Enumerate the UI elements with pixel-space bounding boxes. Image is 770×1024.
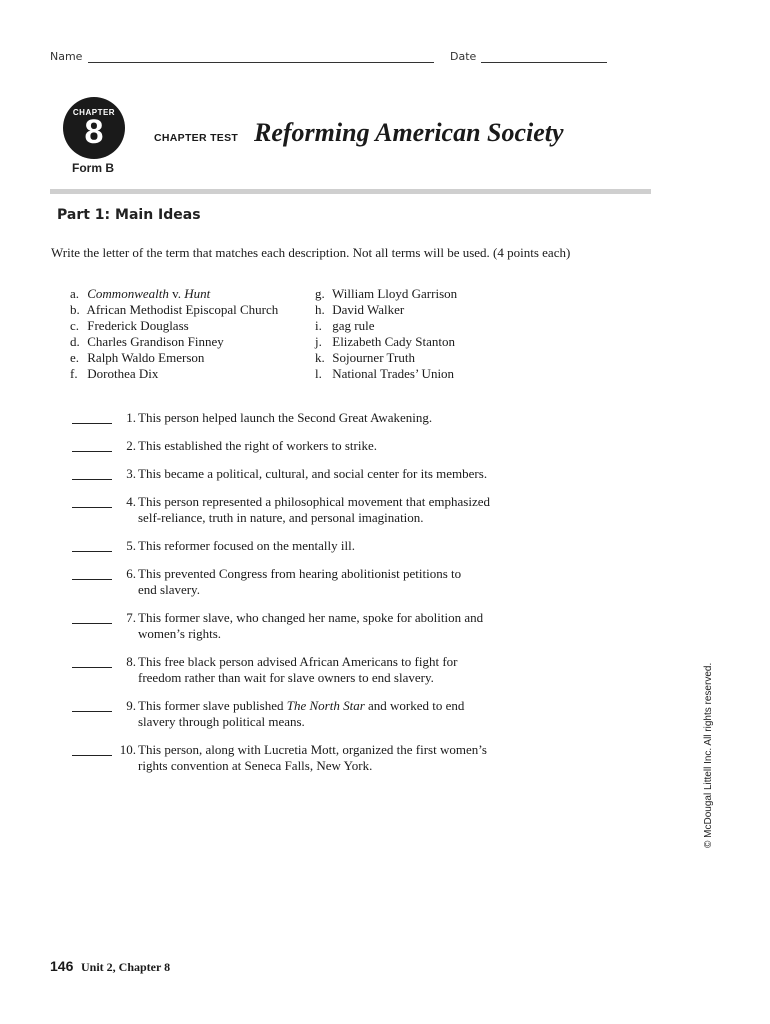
- answer-blank[interactable]: [72, 623, 112, 624]
- term-text: Ralph Waldo Emerson: [87, 350, 205, 365]
- answer-blank[interactable]: [72, 479, 112, 480]
- term-item: j. Elizabeth Cady Stanton: [315, 334, 456, 349]
- question-text: This became a political, cultural, and social center for its members.: [138, 466, 488, 481]
- question-text-continued: rights convention at Seneca Falls, New York.: [138, 758, 373, 773]
- term-text: Frederick Douglass: [87, 318, 189, 333]
- term-text: Dorothea Dix: [87, 366, 159, 381]
- term-item: l. National Trades’ Union: [315, 366, 455, 381]
- question-text: This free black person advised African Americans to fight for: [138, 654, 458, 669]
- term-text: David Walker: [332, 302, 405, 317]
- term-text: Commonwealth v. Hunt: [87, 286, 211, 301]
- question-text-continued: women’s rights.: [138, 626, 222, 641]
- chapter-test-label: CHAPTER TEST: [154, 132, 239, 144]
- answer-blank[interactable]: [72, 711, 112, 712]
- question-text-part: and worked to end: [364, 698, 465, 713]
- term-text: Sojourner Truth: [332, 350, 415, 365]
- part-heading: Part 1: Main Ideas: [57, 207, 201, 223]
- term-item: k. Sojourner Truth: [315, 350, 415, 365]
- term-item: a. Commonwealth v. Hunt: [70, 286, 211, 301]
- date-line[interactable]: [481, 62, 607, 63]
- term-text: Elizabeth Cady Stanton: [332, 334, 456, 349]
- term-text: African Methodist Episcopal Church: [86, 302, 279, 317]
- question-text: This person, along with Lucretia Mott, organized the first women’s: [138, 742, 487, 757]
- question-6: [70, 566, 550, 598]
- name-label: Name: [50, 50, 83, 63]
- question-text: This person represented a philosophical movement that emphasized: [138, 494, 490, 509]
- question-10: [70, 742, 550, 774]
- terms-right-column: [315, 286, 457, 382]
- answer-blank[interactable]: [72, 451, 112, 452]
- question-text: [138, 698, 550, 714]
- question-number: 1.: [126, 410, 136, 425]
- question-number: 6.: [126, 566, 136, 581]
- term-item: d. Charles Grandison Finney: [70, 334, 224, 349]
- unit-chapter-label: Unit 2, Chapter 8: [81, 960, 171, 974]
- question-number: 3.: [126, 466, 136, 481]
- term-text: National Trades’ Union: [332, 366, 455, 381]
- answer-blank[interactable]: [72, 579, 112, 580]
- question-number: 10.: [119, 742, 136, 757]
- question-number: 8.: [126, 654, 136, 669]
- book-title: The North Star: [286, 698, 365, 713]
- answer-blank[interactable]: [72, 551, 112, 552]
- question-text: This prevented Congress from hearing abolitionist petitions to: [138, 566, 462, 581]
- question-text-continued: self-reliance, truth in nature, and personal imagination.: [138, 510, 424, 525]
- question-9: [70, 698, 550, 730]
- term-item: h. David Walker: [315, 302, 405, 317]
- terms-left-column: [70, 286, 278, 382]
- question-4: [70, 494, 550, 526]
- question-text-continued: end slavery.: [138, 582, 200, 597]
- page-number: 146: [50, 958, 74, 974]
- question-8: [70, 654, 550, 686]
- question-text: This former slave, who changed her name, spoke for abolition and: [138, 610, 484, 625]
- question-text: This established the right of workers to strike.: [138, 438, 378, 453]
- question-text-continued: slavery through political means.: [138, 714, 305, 729]
- question-text-continued: freedom rather than wait for slave owners to end slavery.: [138, 670, 434, 685]
- term-item: e. Ralph Waldo Emerson: [70, 350, 205, 365]
- name-line[interactable]: [88, 62, 434, 63]
- answer-blank[interactable]: [72, 507, 112, 508]
- term-text: Charles Grandison Finney: [87, 334, 224, 349]
- form-label: Form B: [72, 161, 114, 175]
- term-item: i. gag rule: [315, 318, 375, 333]
- question-3: [70, 466, 550, 482]
- question-number: 4.: [126, 494, 136, 509]
- date-label: Date: [450, 50, 477, 63]
- question-7: [70, 610, 550, 642]
- instructions: Write the letter of the term that matches each description. Not all terms will be used. (4 points each): [51, 245, 571, 260]
- term-text: William Lloyd Garrison: [332, 286, 458, 301]
- copyright-notice: © McDougal Littell Inc. All rights reserved.: [703, 662, 714, 848]
- chapter-badge: [63, 97, 125, 159]
- term-item: b. African Methodist Episcopal Church: [70, 302, 279, 317]
- chapter-number: 8: [84, 113, 104, 151]
- answer-blank[interactable]: [72, 667, 112, 668]
- question-2: [70, 438, 550, 454]
- answer-blank[interactable]: [72, 423, 112, 424]
- page-title: Reforming American Society: [254, 118, 564, 147]
- question-number: 2.: [126, 438, 136, 453]
- header-divider: [50, 189, 651, 194]
- question-number: 7.: [126, 610, 136, 625]
- term-item: g. William Lloyd Garrison: [315, 286, 458, 301]
- question-5: [70, 538, 550, 554]
- term-text: gag rule: [332, 318, 375, 333]
- question-text: This person helped launch the Second Great Awakening.: [138, 410, 433, 425]
- question-number: 9.: [126, 698, 136, 713]
- question-1: [70, 410, 550, 426]
- question-text: This reformer focused on the mentally ill.: [138, 538, 355, 553]
- question-text-part: This former slave published: [138, 698, 287, 713]
- answer-blank[interactable]: [72, 755, 112, 756]
- chapter-label: CHAPTER: [72, 108, 116, 117]
- question-number: 5.: [126, 538, 136, 553]
- term-item: f. Dorothea Dix: [70, 366, 159, 381]
- term-item: c. Frederick Douglass: [70, 318, 189, 333]
